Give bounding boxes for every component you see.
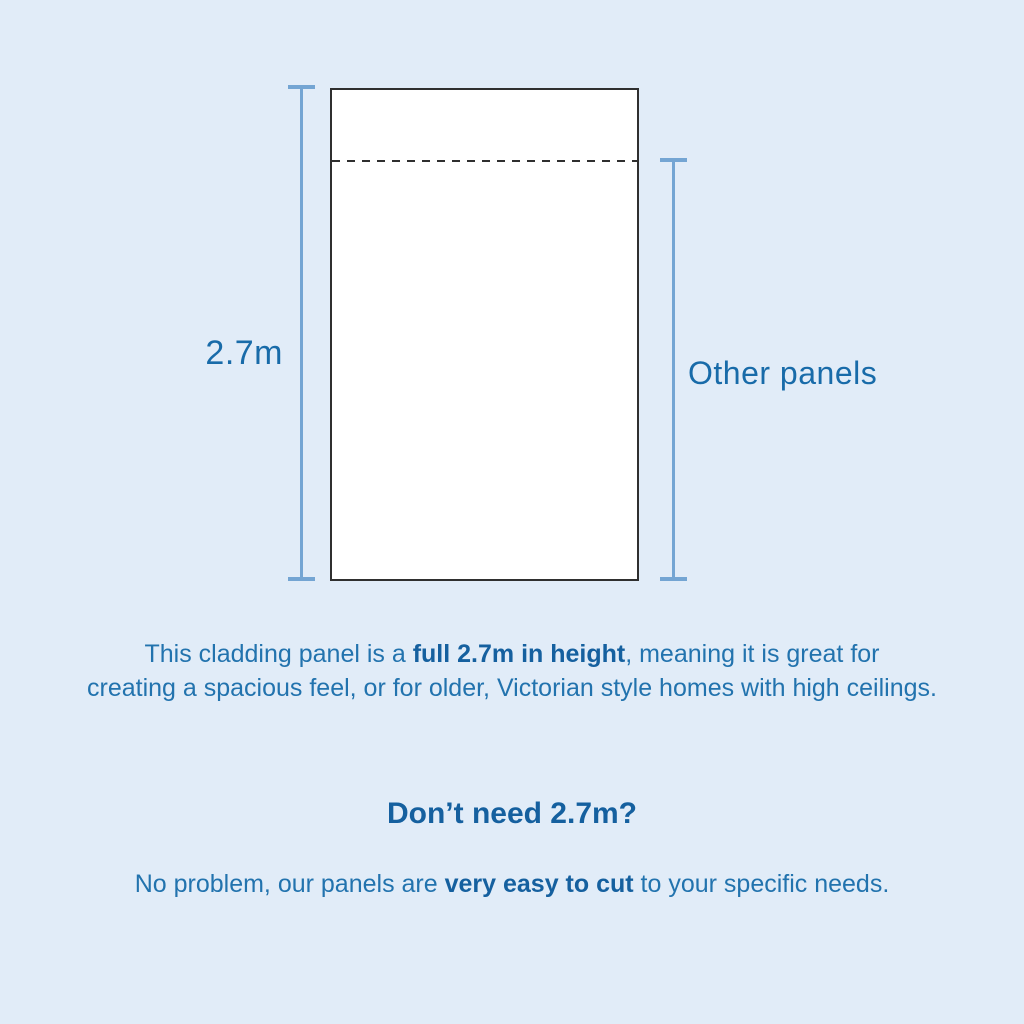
cutting-note-text: to your specific needs. (633, 870, 890, 898)
cladding-panel-rectangle (330, 88, 639, 581)
cutting-note-text: No problem, our panels are (134, 870, 445, 898)
description-text-bold: full 2.7m in height (412, 640, 626, 668)
cutting-note-paragraph (0, 866, 1024, 902)
description-text: This cladding panel is a (144, 640, 413, 668)
dimension-tick-right-bottom (660, 577, 687, 581)
dimension-tick-right-top (660, 158, 687, 162)
description-line-2: creating a spacious feel, or for older, Victorian style homes with high ceilings. (87, 674, 937, 702)
dimension-tick-left-bottom (288, 577, 315, 581)
other-panels-label: Other panels (688, 355, 878, 391)
sub-heading: Don’t need 2.7m? (386, 797, 638, 830)
description-paragraph (0, 637, 1024, 705)
description-text: , meaning it is great for (625, 640, 880, 668)
dimension-line-left (300, 86, 303, 581)
height-measurement-label: 2.7m (205, 334, 283, 372)
dimension-tick-left-top (288, 85, 315, 89)
cutting-note-text-bold: very easy to cut (444, 870, 634, 898)
description-line-1 (0, 637, 1024, 671)
dimension-line-right (672, 159, 675, 581)
cut-line-dashed (332, 160, 637, 162)
cutting-note-line (0, 866, 1024, 902)
